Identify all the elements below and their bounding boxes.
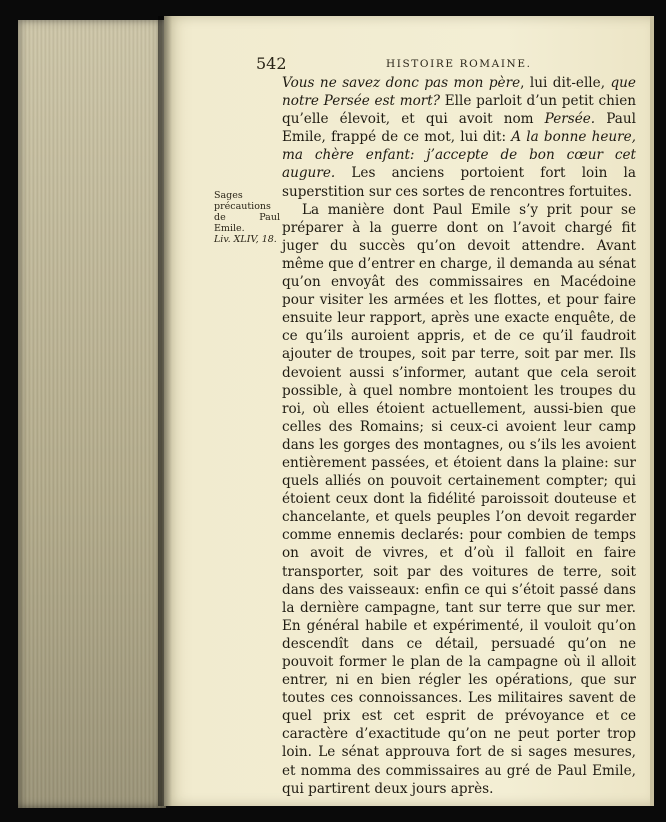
running-head-title: HISTOIRE ROMAINE.	[386, 58, 532, 70]
margin-note-heading: Sages précautions de Paul Emile.	[214, 190, 280, 234]
paragraph-1-text-1: , lui dit-elle,	[520, 75, 611, 91]
paragraph-1-text-4: Les anciens portoient fort loin la superstition sur ces sortes de rencontres fortuites.	[282, 165, 636, 200]
quote-4: A la bonne heure, ma chère enfant: j’accepte de bon cœur cet augure.	[282, 129, 636, 182]
paragraph-1-text-2: Elle parloit d’un petit chien qu’elle élevoit, et qui avoit nom	[282, 93, 637, 128]
quote-3: Persée.	[544, 111, 596, 128]
page-right-edge	[650, 16, 654, 806]
quote-2: que notre Persée est mort?	[282, 75, 636, 110]
body-text	[282, 74, 636, 798]
spine-shadow	[158, 16, 172, 806]
paragraph-2: La manière dont Paul Emile s’y prit pour se préparer à la guerre dont on l’avoit chargé fit juger du succès qu’on devoit attendre. Avant même que d’entrer en charge, il demanda au sénat qu’on envoyât des commissaires en Macédoine pour visiter les armées et les flottes, et pour faire ensuite leur rapport, après une exacte enquête, de ce qu’ils auroient appris, et de ce qu’il faudroit ajouter de troupes, soit par terre, soit par mer. Ils devoient aussi s’informer, autant que cela seroit possible, à quel nombre montoient les troupes du roi, où elles étoient actuellement, aussi-bien que celles des Romains; si ceux-ci avoient leur camp dans les gorges des montagnes, ou s’ils les avoient entièrement passées, et étoient dans la plaine: sur quels alliés on pouvoit certainement compter; qui étoient ceux dont la fidélité paroissoit douteuse et chancelante, et quels peuples l’on devoit regarder comme ennemis declarés: pour combien de temps on avoit de vivres, et d’où il falloit en faire transporter, soit par des voitures de terre, soit dans des vaisseaux: enfin ce qui s’étoit passé dans la dernière campagne, tant sur terre que sur mer. En général habile et expérimenté, il vouloit qu’on descendît dans ce détail, persuadé qu’on ne pouvoit former le plan de la campagne où il alloit entrer, ni en bien régler les opérations, que sur toutes ces connoissances. Les militaires savent de quel prix est cet esprit de prévoyance et ce caractère d’exactitude qu’on ne peut porter trop loin. Le sénat approuva fort de si sages mesures, et nomma des commissaires au gré de Paul Emile, qui partirent deux jours après.	[282, 201, 636, 797]
paragraph-1	[282, 74, 636, 201]
running-head	[254, 54, 642, 74]
margin-note	[214, 190, 280, 245]
margin-note-reference: Liv. XLIV, 18.	[214, 234, 277, 245]
paragraph-1-text-3: Paul Emile, frappé de ce mot, lui dit:	[282, 111, 636, 146]
book-page-edges	[18, 20, 166, 808]
quote-1: Vous ne savez donc pas mon père	[282, 75, 521, 91]
page-number: 542	[256, 54, 287, 73]
